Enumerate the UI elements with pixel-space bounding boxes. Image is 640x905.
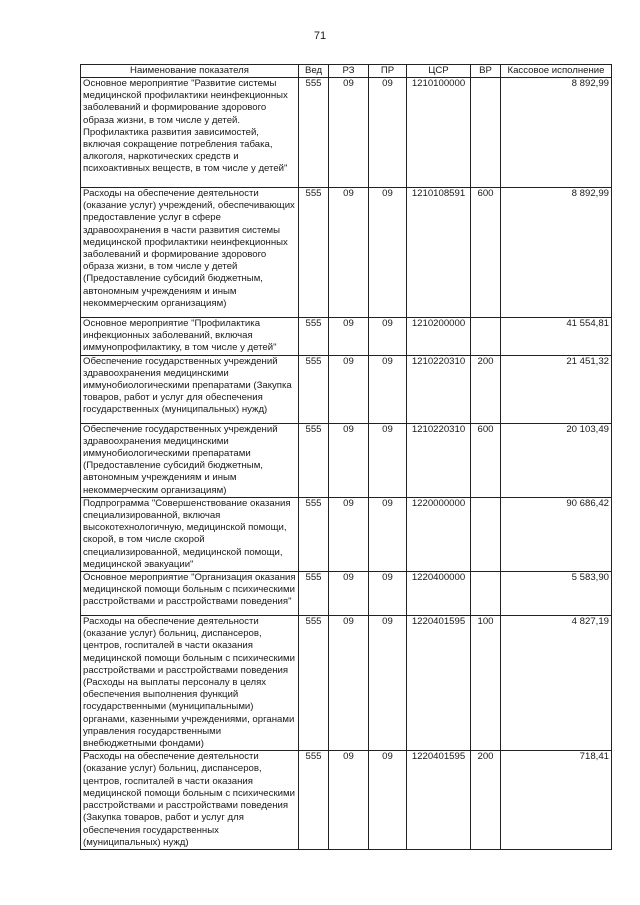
header-rz: РЗ xyxy=(329,65,369,78)
cell-name: Основное мероприятие "Организация оказания медицинской помощи больным с психическими расстройствами и расстройствами поведения" xyxy=(81,572,299,616)
table-header-row xyxy=(81,65,612,78)
cell-amount: 5 583,90 xyxy=(501,572,612,616)
cell-amount: 8 892,99 xyxy=(501,78,612,188)
table-row xyxy=(81,355,612,423)
header-pr: ПР xyxy=(369,65,407,78)
table-row xyxy=(81,572,612,616)
cell-csr: 1220401595 xyxy=(407,751,471,850)
cell-rz: 09 xyxy=(329,751,369,850)
cell-csr: 1210220310 xyxy=(407,423,471,497)
cell-ved: 555 xyxy=(299,318,329,356)
budget-execution-table xyxy=(80,64,612,850)
cell-csr: 1220000000 xyxy=(407,497,471,571)
table-row xyxy=(81,751,612,850)
header-csr: ЦСР xyxy=(407,65,471,78)
cell-pr: 09 xyxy=(369,423,407,497)
header-indicator-name: Наименование показателя xyxy=(81,65,299,78)
cell-rz: 09 xyxy=(329,572,369,616)
cell-vr: 200 xyxy=(471,355,501,423)
table-row xyxy=(81,423,612,497)
cell-csr: 1210100000 xyxy=(407,78,471,188)
cell-amount: 4 827,19 xyxy=(501,616,612,751)
cell-vr: 600 xyxy=(471,423,501,497)
cell-rz: 09 xyxy=(329,318,369,356)
cell-rz: 09 xyxy=(329,188,369,318)
cell-pr: 09 xyxy=(369,188,407,318)
cell-ved: 555 xyxy=(299,423,329,497)
cell-vr xyxy=(471,497,501,571)
cell-pr: 09 xyxy=(369,78,407,188)
cell-rz: 09 xyxy=(329,497,369,571)
cell-vr: 100 xyxy=(471,616,501,751)
cell-ved: 555 xyxy=(299,78,329,188)
cell-name: Расходы на обеспечение деятельности (оказание услуг) учреждений, обеспечивающих предоставление услуг в сфере здравоохранения в части развития системы медицинской профилактики неинфекционных заболеваний и формирование здорового образа жизни, в том числе у детей (Предоставление субсидий бюджетным, автономным учреждениям и иным некоммерческим организациям) xyxy=(81,188,299,318)
cell-vr xyxy=(471,318,501,356)
cell-name: Основное мероприятие "Развитие системы медицинской профилактики неинфекционных заболеваний и формирование здорового образа жизни, в том числе у детей. Профилактика развития зависимостей, включая сокращение потребления табака, алкоголя, наркотических средств и психоактивных веществ, в том числе у детей" xyxy=(81,78,299,188)
table-row xyxy=(81,188,612,318)
cell-csr: 1220401595 xyxy=(407,616,471,751)
cell-csr: 1210200000 xyxy=(407,318,471,356)
table-row xyxy=(81,78,612,188)
table-row xyxy=(81,318,612,356)
cell-pr: 09 xyxy=(369,497,407,571)
cell-rz: 09 xyxy=(329,78,369,188)
cell-pr: 09 xyxy=(369,355,407,423)
cell-amount: 41 554,81 xyxy=(501,318,612,356)
cell-ved: 555 xyxy=(299,572,329,616)
table-row xyxy=(81,497,612,571)
cell-amount: 718,41 xyxy=(501,751,612,850)
cell-rz: 09 xyxy=(329,423,369,497)
cell-csr: 1220400000 xyxy=(407,572,471,616)
cell-vr: 200 xyxy=(471,751,501,850)
header-cash-execution: Кассовое исполнение xyxy=(501,65,612,78)
cell-pr: 09 xyxy=(369,751,407,850)
cell-name: Расходы на обеспечение деятельности (оказание услуг) больниц, диспансеров, центров, госпиталей в части оказания медицинской помощи больным с психическими расстройствами и расстройствами поведения (Закупка товаров, работ и услуг для обеспечения государственных (муниципальных) нужд) xyxy=(81,751,299,850)
header-vr: ВР xyxy=(471,65,501,78)
cell-name: Обеспечение государственных учреждений здравоохранения медицинскими иммунобиологическими препаратами (Закупка товаров, работ и услуг для обеспечения государственных (муниципальных) нужд) xyxy=(81,355,299,423)
cell-ved: 555 xyxy=(299,497,329,571)
cell-csr: 1210108591 xyxy=(407,188,471,318)
cell-amount: 20 103,49 xyxy=(501,423,612,497)
cell-amount: 21 451,32 xyxy=(501,355,612,423)
cell-name: Основное мероприятие "Профилактика инфекционных заболеваний, включая иммунопрофилактику, в том числе у детей" xyxy=(81,318,299,356)
table-row xyxy=(81,616,612,751)
header-ved: Вед xyxy=(299,65,329,78)
cell-rz: 09 xyxy=(329,616,369,751)
cell-ved: 555 xyxy=(299,751,329,850)
cell-vr: 600 xyxy=(471,188,501,318)
cell-amount: 8 892,99 xyxy=(501,188,612,318)
cell-pr: 09 xyxy=(369,318,407,356)
cell-amount: 90 686,42 xyxy=(501,497,612,571)
cell-vr xyxy=(471,78,501,188)
cell-name: Обеспечение государственных учреждений здравоохранения медицинскими иммунобиологическими препаратами (Предоставление субсидий бюджетным, автономным учреждениям и иным некоммерческим организациям) xyxy=(81,423,299,497)
cell-ved: 555 xyxy=(299,188,329,318)
cell-name: Подпрограмма "Совершенствование оказания специализированной, включая высокотехнологичную, медицинской помощи, скорой, в том числе скорой специализированной, медицинской помощи, медицинской эвакуации" xyxy=(81,497,299,571)
cell-csr: 1210220310 xyxy=(407,355,471,423)
cell-pr: 09 xyxy=(369,616,407,751)
cell-name: Расходы на обеспечение деятельности (оказание услуг) больниц, диспансеров, центров, госпиталей в части оказания медицинской помощи больным с психическими расстройствами и расстройствами поведения (Расходы на выплаты персоналу в целях обеспечения выполнения функций государственными (муниципальными) органами, казенными учреждениями, органами управления государственными внебюджетными фондами) xyxy=(81,616,299,751)
page-number: 71 xyxy=(313,30,327,42)
cell-ved: 555 xyxy=(299,355,329,423)
cell-rz: 09 xyxy=(329,355,369,423)
cell-pr: 09 xyxy=(369,572,407,616)
cell-vr xyxy=(471,572,501,616)
cell-ved: 555 xyxy=(299,616,329,751)
